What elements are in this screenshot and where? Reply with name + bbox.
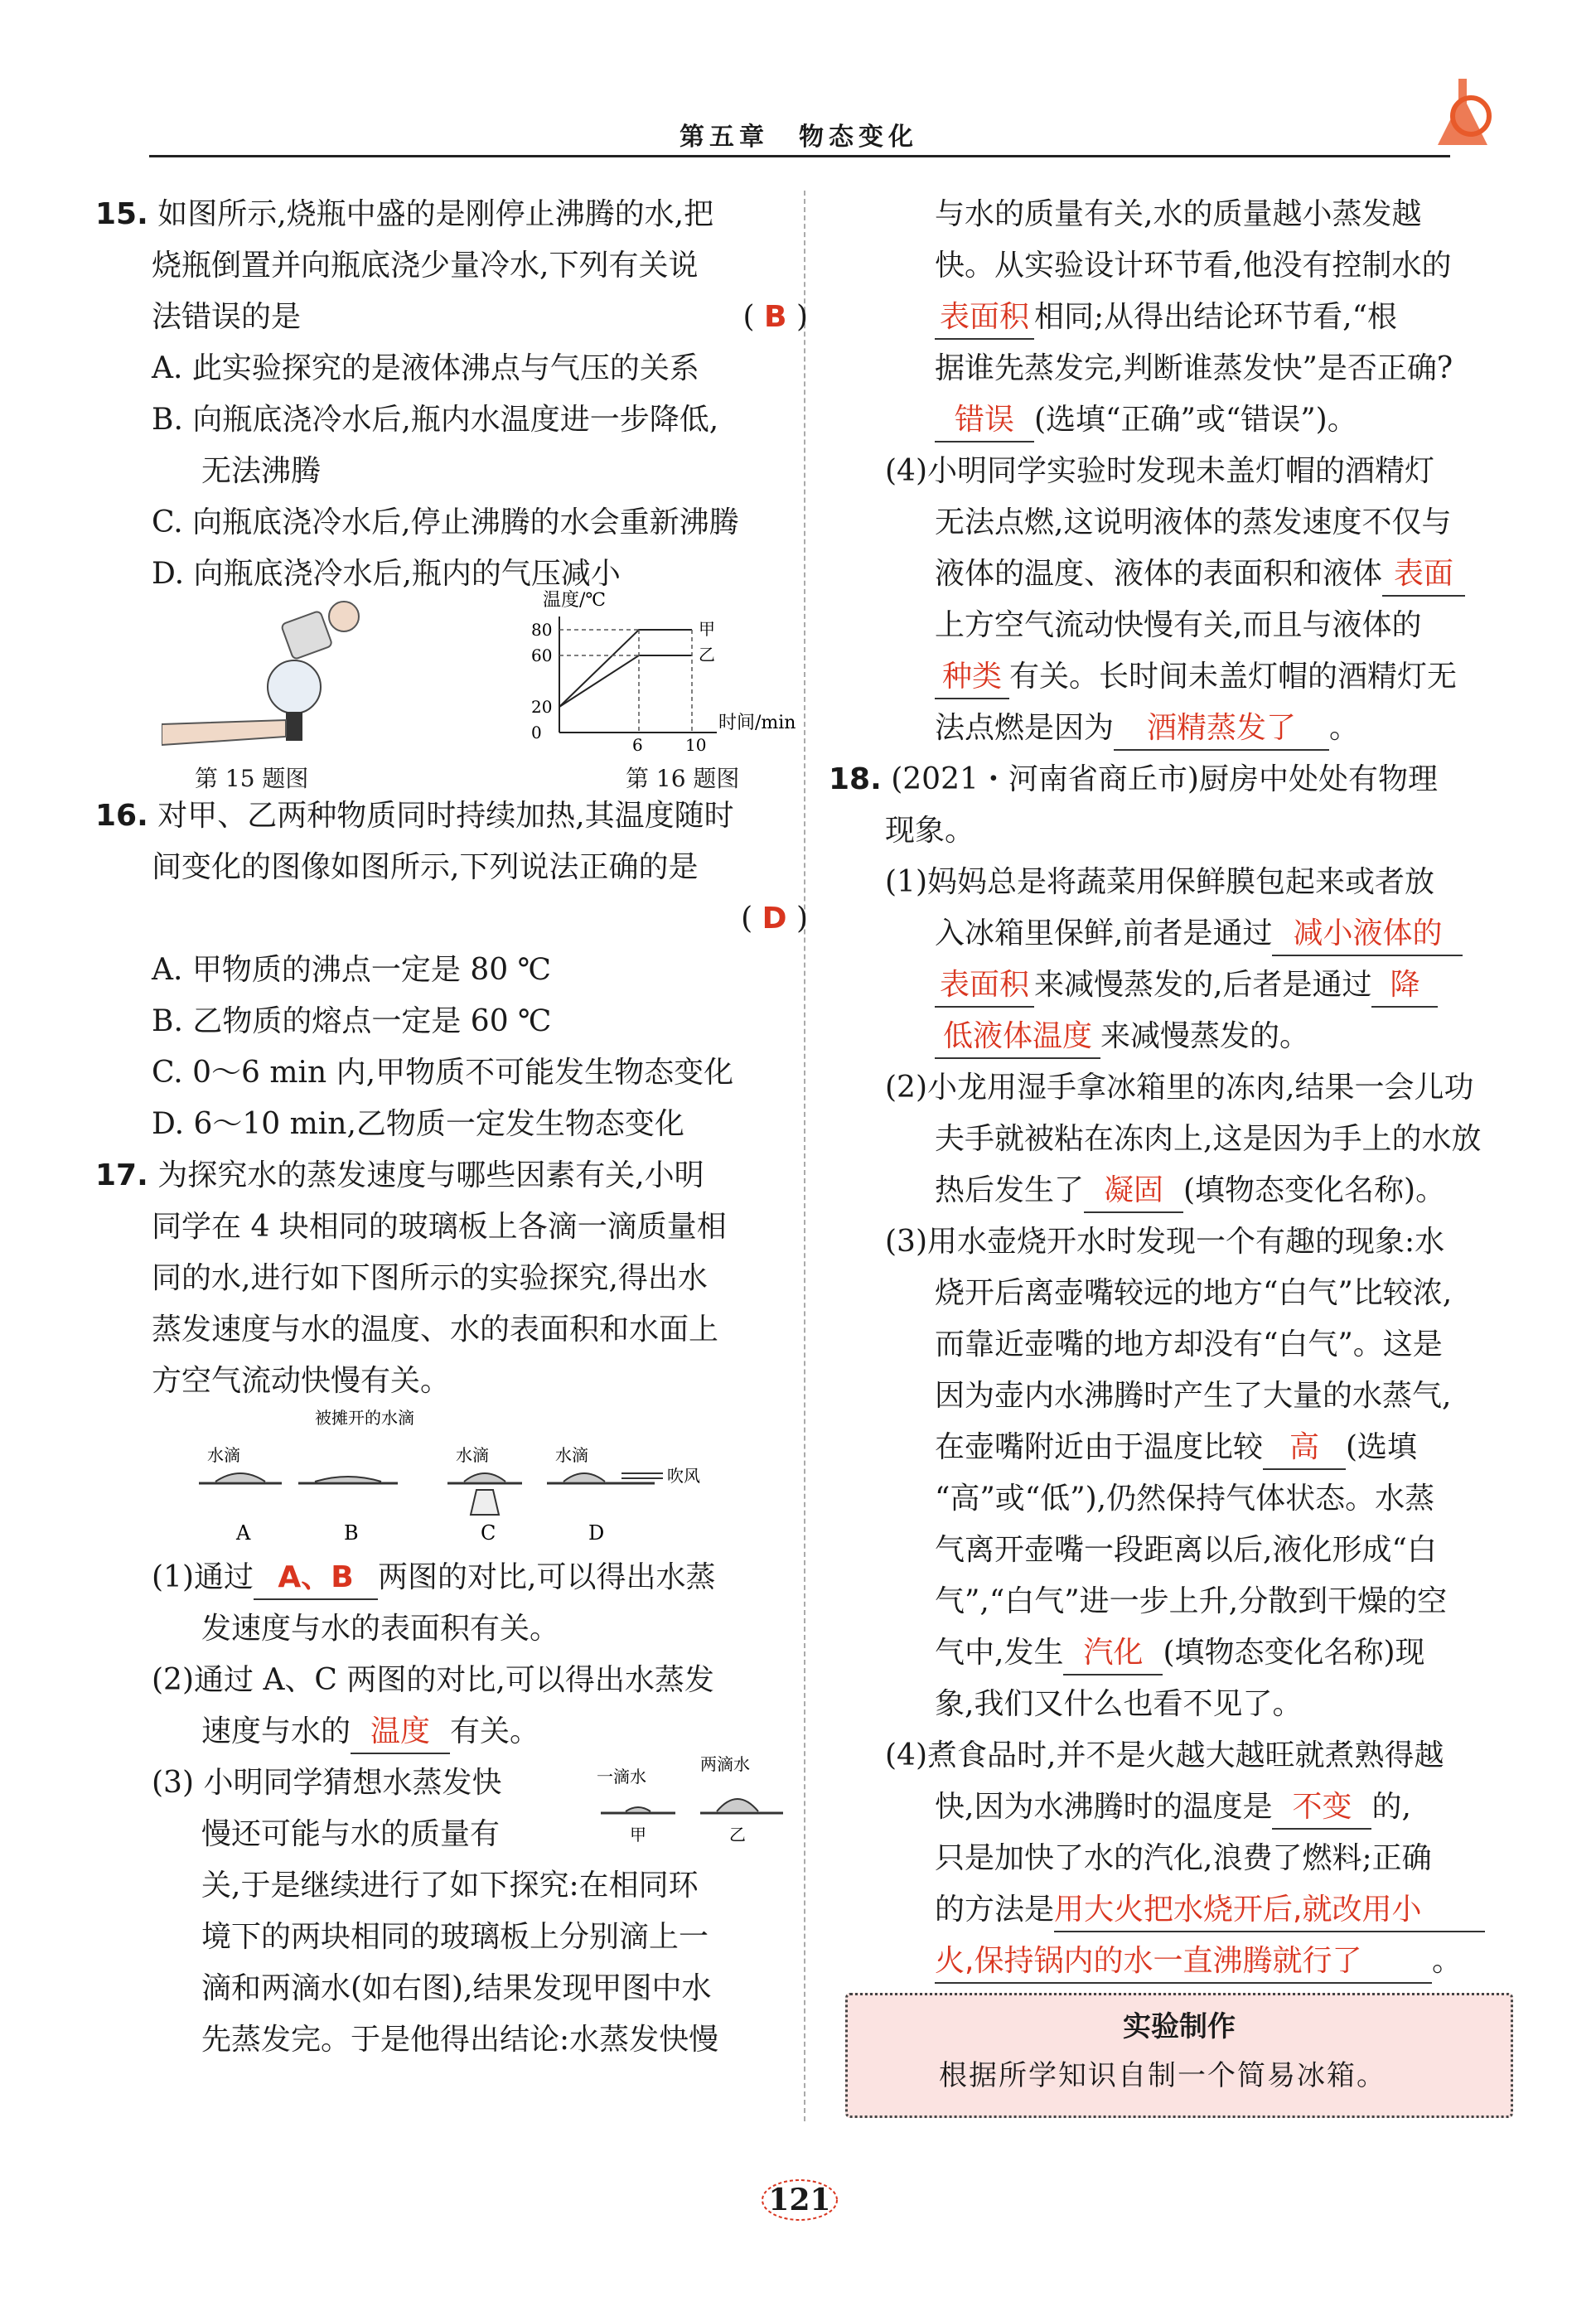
q18-p3-line8: 气”,“白气”进一步上升,分散到干燥的空	[935, 1584, 1448, 1618]
page-header	[149, 112, 1475, 162]
figures-15-16	[95, 590, 808, 792]
q18-p1-answer1: 减小液体的	[1272, 913, 1463, 956]
q17-stem	[95, 1150, 808, 1202]
fig15-caption: 第 15 题图	[195, 765, 309, 792]
q17-p4-answer2: 种类	[935, 656, 1009, 699]
q17-experiment-illustration	[191, 1407, 771, 1548]
fig16-xlabel: 时间/min	[718, 713, 796, 733]
q18-p1-line1: (1)妈妈总是将蔬菜用保鲜膜包起来或者放	[885, 865, 1434, 899]
q17-stem-line1: 为探究水的蒸发速度与哪些因素有关,小明	[157, 1158, 704, 1192]
q16-answer-value: D	[762, 902, 787, 936]
q17-p4-line6-end: 。	[1329, 711, 1360, 745]
q17-p4-answer3: 酒精蒸发了	[1114, 708, 1329, 751]
fig17-label-d: D	[588, 1521, 605, 1545]
q18-p3-line5-end: (选填	[1346, 1430, 1418, 1464]
q18-p2-line3	[829, 1165, 1516, 1216]
q18-p2-answer: 凝固	[1084, 1170, 1183, 1213]
series-line-yi	[559, 655, 692, 707]
q18-p4-answer1: 不变	[1272, 1787, 1371, 1830]
q17-stem-line2: 同学在 4 块相同的玻璃板上各滴一滴质量相	[152, 1210, 727, 1244]
q17-stem-line5: 方空气流动快慢有关。	[152, 1364, 451, 1398]
right-column	[829, 189, 1516, 1987]
q18-p3-line9-end: (填物态变化名称)现	[1163, 1636, 1425, 1670]
q18-p1-line3-text: 来减慢蒸发的,后者是通过	[1034, 968, 1372, 1002]
q17-p2-answer: 温度	[351, 1711, 450, 1754]
y-tick-20: 20	[531, 697, 553, 717]
page-number-text: 121	[768, 2183, 831, 2217]
q18-p2-line1: (2)小龙用湿手拿冰箱里的冻肉,结果一会儿功	[885, 1071, 1474, 1105]
q18-p1-answer1-cont: 表面积	[935, 965, 1034, 1008]
q18-p3-line3: 而靠近壶嘴的地方却没有“白气”。这是	[935, 1327, 1443, 1361]
q17-p3-line11	[829, 394, 1516, 446]
fig16-ylabel: 温度/℃	[543, 590, 607, 611]
q17-p4-line5	[829, 651, 1516, 703]
fig17-wind-label: 吹风	[667, 1466, 700, 1486]
q17-p3-line11-text: (选填“正确”或“错误”)。	[1034, 403, 1357, 437]
experiment-box	[845, 1993, 1513, 2118]
q18-p3-answer1: 高	[1263, 1427, 1346, 1470]
fig16-chart	[501, 588, 816, 753]
q18-p4-line2-text: 快,因为水沸腾时的温度是	[935, 1790, 1273, 1824]
q18-p4-line3: 只是加快了水的汽化,浪费了燃料;正确	[935, 1841, 1432, 1875]
q18-p4-line2-end: 的,	[1371, 1790, 1411, 1824]
q18-p4-line2	[829, 1782, 1516, 1833]
fig3-two-drops: 两滴水	[700, 1754, 750, 1774]
q18-p1-line3	[829, 960, 1516, 1011]
q17-number: 17.	[95, 1158, 148, 1192]
q18-p2-line3-text: 热后发生了	[935, 1173, 1085, 1207]
q18-p1-line4	[829, 1011, 1516, 1062]
q18-p4-line4-text: 的方法是	[935, 1893, 1055, 1927]
q17-p3-line2: 慢还可能与水的质量有	[201, 1817, 501, 1851]
header-rule	[149, 155, 1450, 157]
q17-p3-line7: 与水的质量有关,水的质量越小蒸发越	[935, 197, 1422, 231]
q15-option-b-cont: 无法沸腾	[201, 454, 322, 488]
x-tick-10: 10	[685, 735, 707, 753]
q17-part2: (2)通过 A、C 两图的对比,可以得出水蒸发	[152, 1663, 714, 1697]
y-tick-80: 80	[531, 620, 553, 640]
fig17-d-label: 水滴	[555, 1445, 588, 1465]
q15-stem	[95, 189, 808, 240]
q17-p1-answer: A、B	[254, 1557, 378, 1600]
q17-stem-line4: 蒸发速度与水的温度、水的表面积和水面上	[152, 1313, 719, 1347]
y-tick-0: 0	[531, 723, 542, 742]
left-column	[95, 189, 808, 2066]
fig3-one-drop: 一滴水	[597, 1767, 646, 1787]
q18-p3-line10: 象,我们又什么也看不见了。	[935, 1687, 1303, 1721]
series-line-jia	[559, 630, 692, 707]
q17-stem-line3: 同的水,进行如下图所示的实验探究,得出水	[152, 1261, 708, 1295]
q15-option-c: C. 向瓶底浇冷水后,停止沸腾的水会重新沸腾	[152, 505, 739, 539]
q17-p3-line8: 快。从实验设计环节看,他没有控制水的	[935, 249, 1452, 283]
q16-answer: ( D )	[741, 902, 808, 936]
q17-p4-answer1: 表面	[1382, 554, 1465, 597]
q17-p3-line6: 先蒸发完。于是他得出结论:水蒸发快慢	[201, 2023, 719, 2057]
q17-p4-line5-text: 有关。长时间未盖灯帽的酒精灯无	[1009, 660, 1458, 694]
q17-p3-line4: 境下的两块相同的玻璃板上分别滴上一	[201, 1920, 709, 1954]
q17-p3-line9-text: 相同;从得出结论环节看,“根	[1034, 300, 1397, 334]
q17-p4-line4: 上方空气流动快慢有关,而且与液体的	[935, 608, 1422, 642]
q18-p1-line2	[829, 908, 1516, 960]
q17-p4-line3	[829, 549, 1516, 600]
fig3-label-jia: 甲	[630, 1825, 646, 1845]
q16-number: 16.	[95, 799, 148, 833]
page-number	[754, 2171, 845, 2229]
q18-p3-line5-text: 在壶嘴附近由于温度比较	[935, 1430, 1264, 1464]
q18-p1-line2-text: 入冰箱里保鲜,前者是通过	[935, 916, 1273, 950]
q17-p2-prefix: 速度与水的	[201, 1714, 351, 1748]
q17-figure	[95, 1407, 808, 1552]
q17-p4-line2: 无法点燃,这说明液体的蒸发速度不仅与	[935, 505, 1452, 539]
series-label-jia: 甲	[699, 619, 715, 639]
fig17-label-c: C	[481, 1521, 496, 1545]
fig3-label-yi: 乙	[729, 1825, 746, 1845]
q15-option-b: B. 向瓶底浇冷水后,瓶内水温度进一步降低,	[152, 403, 719, 437]
q16-stem-line2: 间变化的图像如图所示,下列说法正确的是	[152, 850, 699, 884]
q17-p3-line3: 关,于是继续进行了如下探究:在相同环	[201, 1869, 699, 1903]
q18-p4-answer2-cont: 火,保持锅内的水一直沸腾就行了	[935, 1941, 1432, 1984]
q16-option-c: C. 0～6 min 内,甲物质不可能发生物态变化	[152, 1056, 734, 1090]
q18-p4-answer2: 用大火把水烧开后,就改用小	[1054, 1889, 1485, 1932]
q18-p2-line2: 夫手就被粘在冻肉上,这是因为手上的水放	[935, 1122, 1482, 1156]
flask-logo-icon	[1425, 70, 1500, 153]
q18-p4-line1: (4)煮食品时,并不是火越大越旺就煮熟得越	[885, 1738, 1444, 1772]
q15-answer-value: B	[764, 300, 787, 334]
q17-p2-suffix: 有关。	[450, 1714, 540, 1748]
q15-stem-line1: 如图所示,烧瓶中盛的是刚停止沸腾的水,把	[157, 197, 714, 231]
q18-p3-line4: 因为壶内水沸腾时产生了大量的水蒸气,	[935, 1379, 1452, 1413]
q17-p3-answer2: 错误	[935, 399, 1034, 442]
chapter-title: 第五章 物态变化	[680, 123, 918, 152]
q18-p4-line4	[829, 1884, 1516, 1936]
q18-p3-line2: 烧开后离壶嘴较远的地方“白气”比较浓,	[935, 1276, 1453, 1310]
q16-option-b: B. 乙物质的熔点一定是 60 ℃	[152, 1004, 552, 1038]
q18-p1-line4-text: 来减慢蒸发的。	[1100, 1019, 1310, 1053]
q17-p1-cont: 发速度与水的表面积有关。	[201, 1612, 560, 1646]
fig17-label-a: A	[236, 1521, 251, 1545]
q16-stem-line1: 对甲、乙两种物质同时持续加热,其温度随时	[157, 799, 734, 833]
q15-option-a: A. 此实验探究的是液体沸点与气压的关系	[152, 351, 699, 385]
q15-option-d: D. 向瓶底浇冷水后,瓶内的气压减小	[152, 557, 621, 591]
q18-stem-line1: (2021・河南省商丘市)厨房中处处有物理	[891, 762, 1438, 796]
q17-p3-line9	[829, 292, 1516, 343]
q18-p3-answer2: 汽化	[1063, 1632, 1163, 1675]
q17-p3-line10: 据谁先蒸发完,判断谁蒸发快”是否正确?	[935, 351, 1453, 385]
q15-answer: ( B )	[742, 300, 808, 334]
q17-p1-suffix: 两图的对比,可以得出水蒸	[378, 1560, 716, 1594]
fig16-caption: 第 16 题图	[626, 765, 740, 792]
q15-stem-line3	[95, 292, 808, 343]
q18-p4-line5	[829, 1936, 1516, 1987]
q18-p1-answer2-cont: 低液体温度	[935, 1016, 1100, 1059]
q15-stem3-text: 法错误的是	[152, 300, 302, 334]
q16-option-a: A. 甲物质的沸点一定是 80 ℃	[152, 953, 551, 987]
q18-p3-line5	[829, 1422, 1516, 1473]
q18-p3-line6: “高”或“低”),仍然保持气体状态。水蒸	[935, 1482, 1435, 1516]
q18-p3-line1: (3)用水壶烧开水时发现一个有趣的现象:水	[885, 1225, 1445, 1259]
q16-option-d: D. 6～10 min,乙物质一定发生物态变化	[152, 1107, 684, 1141]
q15-stem-line2: 烧瓶倒置并向瓶底浇少量冷水,下列有关说	[152, 249, 699, 283]
fig17-a-label: 水滴	[207, 1445, 240, 1465]
q18-stem	[829, 754, 1516, 805]
y-tick-60: 60	[531, 646, 553, 665]
q18-p4-line5-end: 。	[1432, 1944, 1463, 1978]
fig15-flask-illustration	[162, 600, 410, 749]
series-label-yi: 乙	[699, 645, 715, 665]
q17-part1	[95, 1552, 808, 1603]
q17-p4-line1: (4)小明同学实验时发现未盖灯帽的酒精灯	[885, 454, 1434, 488]
q17-p4-line6-text: 法点燃是因为	[935, 711, 1115, 745]
q17-p4-line6	[829, 703, 1516, 754]
q18-number: 18.	[829, 762, 882, 796]
q15-number: 15.	[95, 197, 148, 231]
q17-p3-answer1: 表面积	[935, 297, 1034, 340]
q18-p3-line7: 气离开壶嘴一段距离以后,液化形成“白	[935, 1533, 1437, 1567]
q17-p3-figure	[592, 1749, 791, 1849]
q17-part3	[95, 1754, 808, 2066]
q18-stem-line2: 现象。	[885, 814, 975, 848]
experiment-box-title: 实验制作	[1123, 2010, 1236, 2043]
q17-p1-prefix: (1)通过	[152, 1560, 254, 1594]
q17-p4-line3-text: 液体的温度、液体的表面积和液体	[935, 557, 1383, 591]
fig17-label-b: B	[344, 1521, 359, 1545]
q17-p3-line5: 滴和两滴水(如右图),结果发现甲图中水	[201, 1971, 712, 2005]
experiment-box-body: 根据所学知识自制一个简易冰箱。	[939, 2059, 1386, 2092]
fig17-c-label: 水滴	[456, 1445, 489, 1465]
q18-p3-line9	[829, 1627, 1516, 1679]
x-tick-6: 6	[632, 735, 643, 753]
q17-p3-line1: (3) 小明同学猜想水蒸发快	[152, 1766, 502, 1800]
q18-p2-line3-end: (填物态变化名称)。	[1183, 1173, 1446, 1207]
q18-p1-answer2: 降	[1371, 965, 1438, 1008]
q18-p3-line9-text: 气中,发生	[935, 1636, 1064, 1670]
fig17-b-label: 被摊开的水滴	[315, 1408, 414, 1428]
